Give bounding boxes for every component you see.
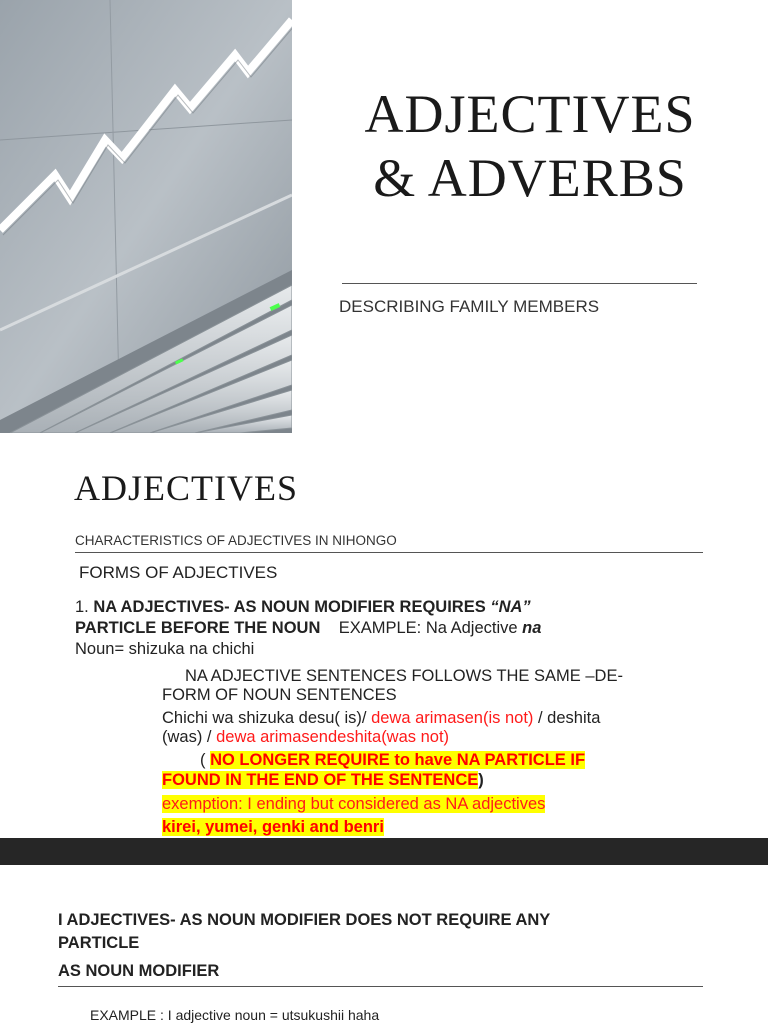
item-number: 1. (75, 598, 89, 616)
na-adjective-definition (75, 597, 715, 660)
title-line-1: ADJECTIVES (364, 84, 696, 144)
conjugation-dewa-arimasen: dewa arimasen(is not) (371, 709, 534, 727)
paren-open: ( (200, 751, 211, 769)
slide-title (0, 0, 768, 445)
exemption-words: kirei, yumei, genki and benri (162, 818, 384, 836)
sentence-rules (162, 667, 722, 746)
slide1-title (300, 82, 760, 210)
exemption-note: exemption: I ending but considered as NA adjectives (162, 795, 546, 813)
staircase-graph-image (0, 0, 292, 433)
i-adjective-definition (58, 909, 698, 983)
i-adjective-example: EXAMPLE : I adjective noun = utsukushii haha (90, 1007, 380, 1023)
example-label: EXAMPLE: Na Adjective (338, 619, 523, 637)
conjugation-desu: Chichi wa shizuka desu( is)/ (162, 709, 372, 727)
i-adjective-line-2: PARTICLE (58, 934, 140, 952)
slide-separator (0, 838, 768, 865)
forms-label: FORMS OF ADJECTIVES (79, 563, 278, 582)
na-quote: “NA” (490, 598, 531, 616)
slide3-divider (58, 986, 703, 987)
conjugation-was: (was) / (162, 727, 217, 746)
na-adjective-label: NA ADJECTIVES- AS NOUN MODIFIER REQUIRES (93, 598, 491, 616)
rule-line-1: NA ADJECTIVE SENTENCES FOLLOWS THE SAME –DE- (185, 667, 623, 685)
slide2-heading: ADJECTIVES (74, 468, 298, 508)
slide2-divider (75, 552, 703, 553)
slide1-subtitle: DESCRIBING FAMILY MEMBERS (339, 297, 600, 316)
slide-i-adjectives (0, 865, 768, 1024)
title-divider (342, 283, 697, 284)
na-adjective-label-2: PARTICLE BEFORE THE NOUN (75, 619, 321, 637)
no-longer-line-2: FOUND IN THE END OF THE SENTENCE (162, 771, 479, 789)
conjugation-deshita: / deshita (533, 709, 601, 727)
slide2-subheading: CHARACTERISTICS OF ADJECTIVES IN NIHONGO (75, 533, 397, 548)
na-italic: na (522, 619, 542, 637)
rule-line-2: FORM OF NOUN SENTENCES (162, 685, 397, 704)
i-adjective-line-1: I ADJECTIVES- AS NOUN MODIFIER DOES NOT REQUIRE ANY (58, 911, 551, 929)
i-adjective-line-3: AS NOUN MODIFIER (58, 962, 220, 980)
no-longer-line-1: NO LONGER REQUIRE to have NA PARTICLE IF (210, 751, 586, 769)
example-noun: Noun= shizuka na chichi (75, 640, 255, 658)
conjugation-dewa-arimasendeshita: dewa arimasendeshita(was not) (216, 727, 450, 746)
title-line-2: & ADVERBS (373, 148, 687, 208)
na-particle-note (162, 750, 722, 837)
slide-adjectives (0, 445, 768, 838)
paren-close: ) (478, 771, 484, 789)
